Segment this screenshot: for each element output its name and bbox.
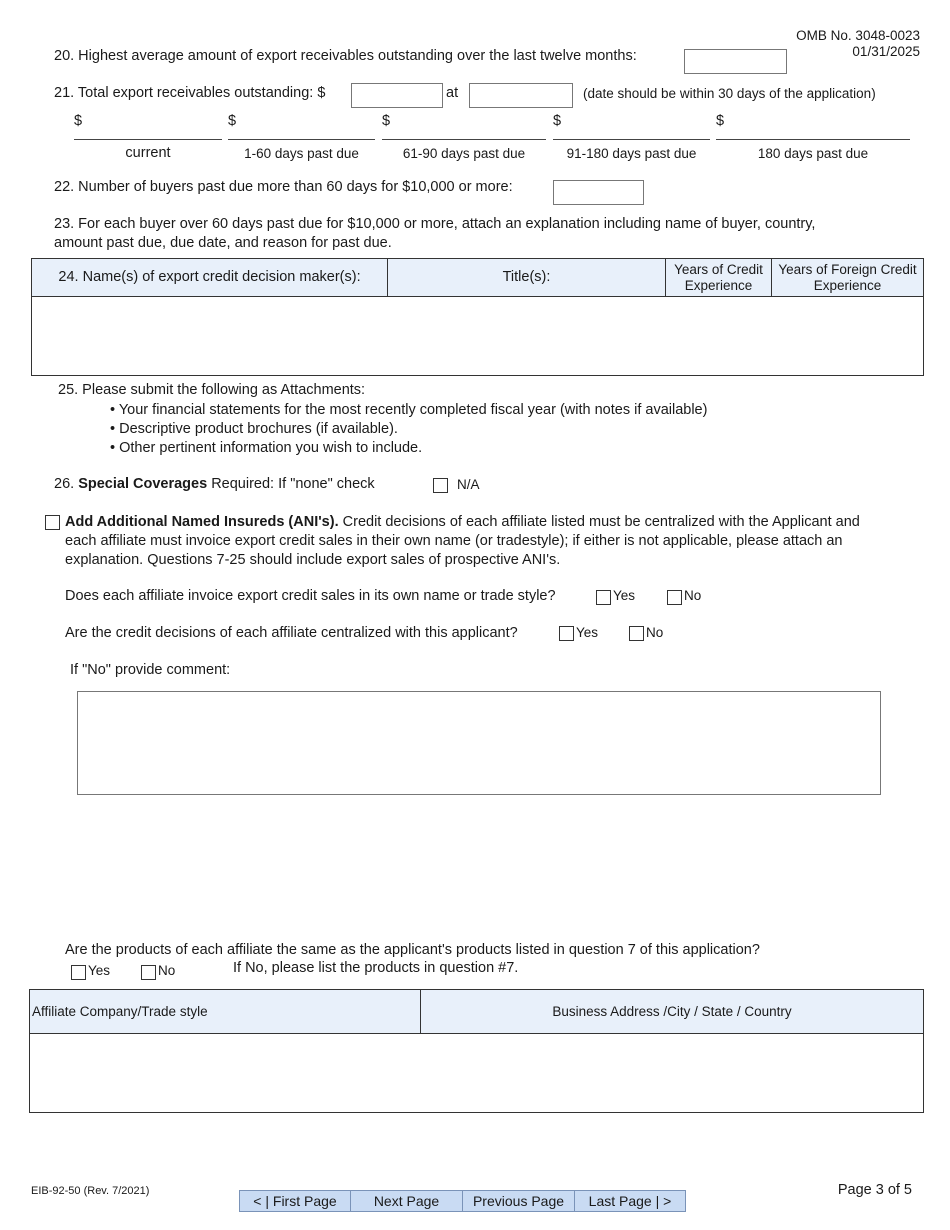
q22-count-input[interactable] (553, 180, 644, 205)
bucket-180-input[interactable] (716, 139, 910, 140)
form-id: EIB-92-50 (Rev. 7/2021) (31, 1185, 150, 1197)
col-years-foreign-credit-experience: Years of Foreign Credit Experience (778, 261, 917, 293)
ani-title: Add Additional Named Insureds (ANI's). (65, 514, 339, 530)
q26-label (54, 476, 375, 492)
q-affiliate-invoice-label: Does each affiliate invoice export credit sales in its own name or trade style? (65, 588, 556, 604)
attachment-item: • Your financial statements for the most recently completed fiscal year (with notes if available) (110, 402, 708, 418)
q26-title: Special Coverages (78, 476, 208, 492)
attachment-item: • Descriptive product brochures (if available). (110, 421, 398, 437)
affiliate-products-no-checkbox[interactable] (141, 965, 156, 980)
q22-label: 22. Number of buyers past due more than 60 days for $10,000 or more: (54, 179, 513, 195)
next-page-button[interactable]: Next Page (350, 1190, 463, 1212)
ani-line-1: Credit decisions of each affiliate listed must be centralized with the Applicant and (342, 514, 860, 530)
q23-line-2: amount past due, due date, and reason for past due. (54, 235, 392, 251)
affiliate-invoice-no-checkbox[interactable] (667, 590, 682, 605)
col-years-credit-experience: Years of Credit Experience (666, 259, 772, 296)
q23-text (54, 215, 815, 253)
previous-page-button[interactable]: Previous Page (462, 1190, 575, 1212)
omb-expiration: 01/31/2025 (852, 44, 920, 59)
bucket-180-dollar: $ (716, 113, 725, 129)
col-decision-maker-names: 24. Name(s) of export credit decision maker(s): (32, 259, 388, 296)
affiliate-centralized-yes-checkbox[interactable] (559, 626, 574, 641)
q21-total-input[interactable] (351, 83, 443, 108)
q25-label: 25. Please submit the following as Attachments: (58, 382, 366, 398)
omb-number: OMB No. 3048-0023 (796, 28, 920, 43)
bucket-current-dollar: $ (74, 113, 83, 129)
q21-label: 21. Total export receivables outstanding: $ (54, 85, 326, 101)
affiliate-invoice-yes-checkbox[interactable] (596, 590, 611, 605)
bucket-1-60-dollar: $ (228, 113, 237, 129)
bucket-current-label: current (125, 145, 171, 161)
attachment-item: • Other pertinent information you wish to include. (110, 440, 423, 456)
bucket-91-180-label: 91-180 days past due (566, 146, 697, 161)
q21-at-label: at (446, 85, 459, 101)
affiliate-products-yes-label: Yes (88, 963, 111, 978)
affiliate-products-no-label: No (158, 963, 176, 978)
omb-block (796, 28, 920, 60)
affiliate-entry-area[interactable] (29, 1033, 924, 1113)
bucket-61-90-dollar: $ (382, 113, 391, 129)
col-business-address: Business Address /City / State / Country (552, 1004, 792, 1019)
q20-amount-input[interactable] (684, 49, 787, 74)
first-page-button[interactable]: < | First Page (239, 1190, 351, 1212)
q23-line-1: 23. For each buyer over 60 days past due for $10,000 or more, attach an explanation including name of buyer, country, (54, 216, 816, 232)
page-number: Page 3 of 5 (837, 1182, 912, 1198)
special-coverages-na-checkbox[interactable] (433, 478, 448, 493)
ani-line-3: explanation. Questions 7-25 should include export sales of prospective ANI's. (65, 552, 561, 568)
q26-number: 26. (54, 476, 75, 492)
bucket-current-input[interactable] (74, 139, 222, 140)
affiliate-products-yes-checkbox[interactable] (71, 965, 86, 980)
bucket-91-180-dollar: $ (553, 113, 562, 129)
q20-label: 20. Highest average amount of export receivables outstanding over the last twelve months: (54, 48, 637, 64)
q-affiliate-products-label: Are the products of each affiliate the same as the applicant's products listed in question 7 of this application? (65, 942, 760, 958)
decision-makers-entry-area[interactable] (31, 296, 924, 376)
ani-line-2: each affiliate must invoice export credit sales in their own name (or tradestyle); if either is not applicable, please attach an (65, 533, 843, 549)
ani-description (65, 513, 860, 570)
q21-date-input[interactable] (469, 83, 573, 108)
q-affiliate-centralized-label: Are the credit decisions of each affiliate centralized with this applicant? (65, 625, 518, 641)
comment-label: If "No" provide comment: (70, 662, 231, 678)
special-coverages-na-label: N/A (457, 477, 480, 492)
affiliate-centralized-yes-label: Yes (576, 625, 599, 640)
attachments-list (110, 401, 707, 458)
q26-instruction: Required: If "none" check (211, 476, 375, 492)
bucket-61-90-input[interactable] (382, 139, 546, 140)
affiliate-invoice-yes-label: Yes (613, 588, 636, 603)
affiliate-products-note: If No, please list the products in question #7. (233, 960, 519, 976)
bucket-91-180-input[interactable] (553, 139, 710, 140)
col-affiliate-company: Affiliate Company/Trade style (30, 990, 421, 1033)
bucket-1-60-input[interactable] (228, 139, 375, 140)
affiliate-invoice-no-label: No (684, 588, 702, 603)
last-page-button[interactable]: Last Page | > (574, 1190, 686, 1212)
bucket-1-60-label: 1-60 days past due (244, 146, 359, 161)
q21-date-note: (date should be within 30 days of the application) (583, 86, 876, 101)
add-ani-checkbox[interactable] (45, 515, 60, 530)
decision-makers-table-header (31, 258, 924, 297)
comment-textarea[interactable] (77, 691, 881, 795)
affiliate-centralized-no-label: No (646, 625, 664, 640)
bucket-61-90-label: 61-90 days past due (402, 146, 526, 161)
bucket-180-label: 180 days past due (757, 146, 869, 161)
col-titles: Title(s): (388, 259, 666, 296)
affiliate-table-header (29, 989, 924, 1034)
affiliate-centralized-no-checkbox[interactable] (629, 626, 644, 641)
